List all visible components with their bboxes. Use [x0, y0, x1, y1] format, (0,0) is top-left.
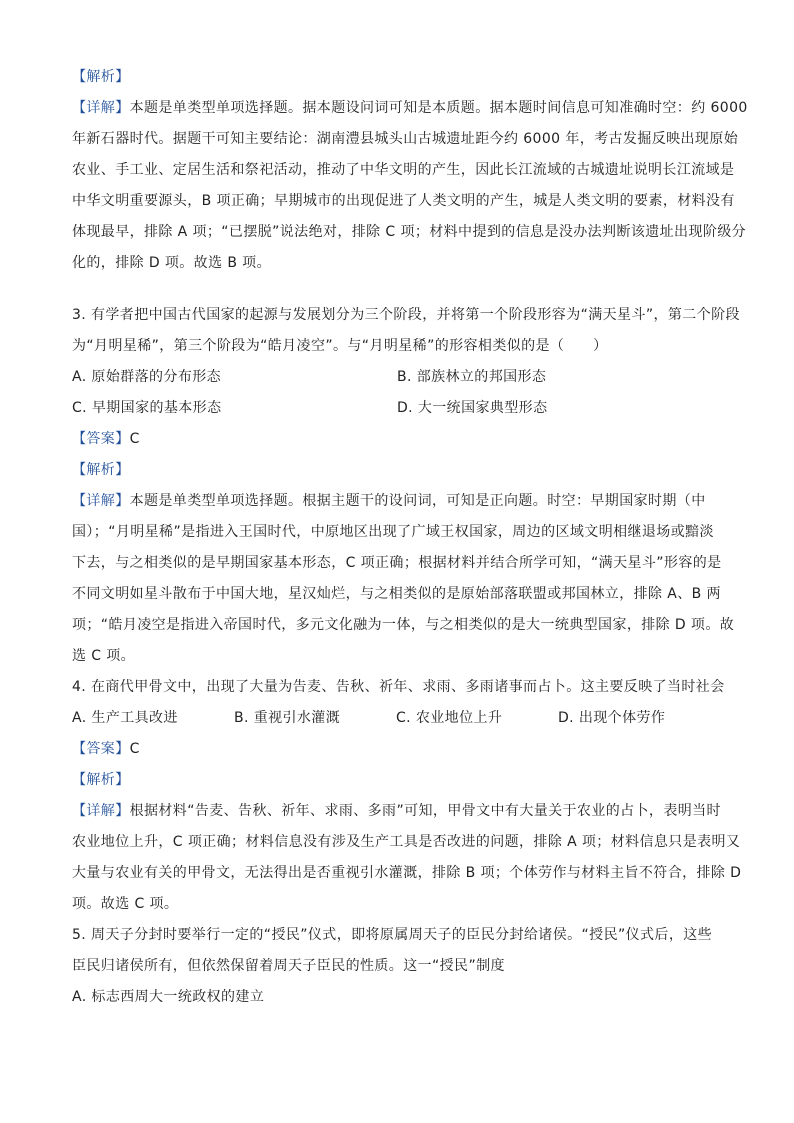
detail-line: 下去，与之相类似的是早期国家基本形态，C 项正确；根据材料并结合所学可知，“满天星斗”形容的是: [72, 555, 722, 571]
answer-line: [72, 734, 724, 765]
answer-value: C: [129, 741, 140, 757]
option-a: A. 标志西周大一统政权的建立: [72, 989, 265, 1005]
detail-line: 国）；“月明星稀”是指进入王国时代，中原地区出现了广域王权国家，周边的区域文明相继退场或黯淡: [72, 524, 714, 540]
answer-line: [72, 424, 724, 455]
option-a: A. 原始群落的分布形态: [72, 369, 222, 385]
detail-tag: 【详解】: [72, 803, 130, 819]
question-stem: 为“月明星稀”，第三个阶段为“皓月凌空”。与“月明星稀”的形容相类似的是（ ）: [72, 338, 608, 354]
analysis-heading: 【解析】: [72, 462, 130, 478]
detail-line: 体现最早，排除 A 项；“已摆脱”说法绝对，排除 C 项；材料中提到的信息是没办法判断该遗址出现阶级分: [72, 224, 747, 240]
detail-line: 大量与农业有关的甲骨文，无法得出是否重视引水灌溉，排除 B 项；个体劳作与材料主旨不符合，排除 D: [72, 865, 742, 881]
question-stem: 3. 有学者把中国古代国家的起源与发展划分为三个阶段，并将第一个阶段形容为“满天星斗”，第二个阶段: [72, 307, 740, 323]
detail-line: 年新石器时代。据题干可知主要结论：湖南澧县城头山古城遗址距今约 6000 年，考古发掘反映出现原始: [72, 131, 739, 147]
detail-line: 【详解】本题是单类型单项选择题。据本题设问词可知是本质题。据本题时间信息可知准确时空：约 6000: [72, 100, 748, 116]
detail-line: 【详解】根据材料“告麦、告秋、祈年、求雨、多雨”可知，甲骨文中有大量关于农业的占卜，表明当时: [72, 803, 721, 819]
detail-line: 选 C 项。: [72, 648, 136, 664]
detail-line: 项；“皓月凌空是指进入帝国时代，多元文化融为一体，与之相类似的是大一统典型国家，排除 D 项。故: [72, 617, 735, 633]
option-b: B. 重视引水灌溉: [234, 710, 341, 726]
option-d: D. 出现个体劳作: [558, 710, 666, 726]
document-page: [72, 62, 748, 1013]
detail-line: 农业、手工业、定居生活和祭祀活动，推动了中华文明的产生，因此长江流域的古城遗址说明长江流域是: [72, 162, 735, 178]
options-row: [72, 393, 724, 424]
detail-line: 化的，排除 D 项。故选 B 项。: [72, 255, 271, 271]
option-c: C. 农业地位上升: [396, 710, 503, 726]
question-stem: 5. 周天子分封时要举行一定的“授民”仪式，即将原属周天子的臣民分封给诸侯。“授民”仪式后，这些: [72, 927, 713, 943]
option-c: C. 早期国家的基本形态: [72, 400, 222, 416]
detail-tag: 【详解】: [72, 100, 130, 116]
options-row: [72, 703, 724, 734]
detail-line: 农业地位上升，C 项正确；材料信息没有涉及生产工具是否改进的问题，排除 A 项；材料信息只是表明又: [72, 834, 741, 850]
answer-tag: 【答案】: [72, 741, 130, 757]
option-a: A. 生产工具改进: [72, 710, 178, 726]
option-d: D. 大一统国家典型形态: [397, 400, 548, 416]
detail-line: 【详解】本题是单类型单项选择题。根据主题干的设问词，可知是正向题。时空：早期国家时期（中: [72, 493, 706, 509]
options-row: [72, 362, 724, 393]
analysis-heading: 【解析】: [72, 772, 130, 788]
question-stem: 臣民归诸侯所有，但依然保留着周天子臣民的性质。这一“授民”制度: [72, 958, 505, 974]
detail-line: 不同文明如星斗散布于中国大地，星汉灿烂，与之相类似的是原始部落联盟或邦国林立，排除 A、B 两: [72, 586, 721, 602]
detail-line: 中华文明重要源头，B 项正确；早期城市的出现促进了人类文明的产生，城是人类文明的要素，材料没有: [72, 193, 735, 209]
answer-value: C: [129, 431, 140, 447]
answer-tag: 【答案】: [72, 431, 130, 447]
option-b: B. 部族林立的邦国形态: [397, 369, 547, 385]
question-stem: 4. 在商代甲骨文中，出现了大量为告麦、告秋、祈年、求雨、多雨诸事而占卜。这主要反映了当时社会: [72, 679, 725, 695]
detail-tag: 【详解】: [72, 493, 130, 509]
analysis-heading: 【解析】: [72, 69, 130, 85]
detail-line: 项。故选 C 项。: [72, 896, 179, 912]
